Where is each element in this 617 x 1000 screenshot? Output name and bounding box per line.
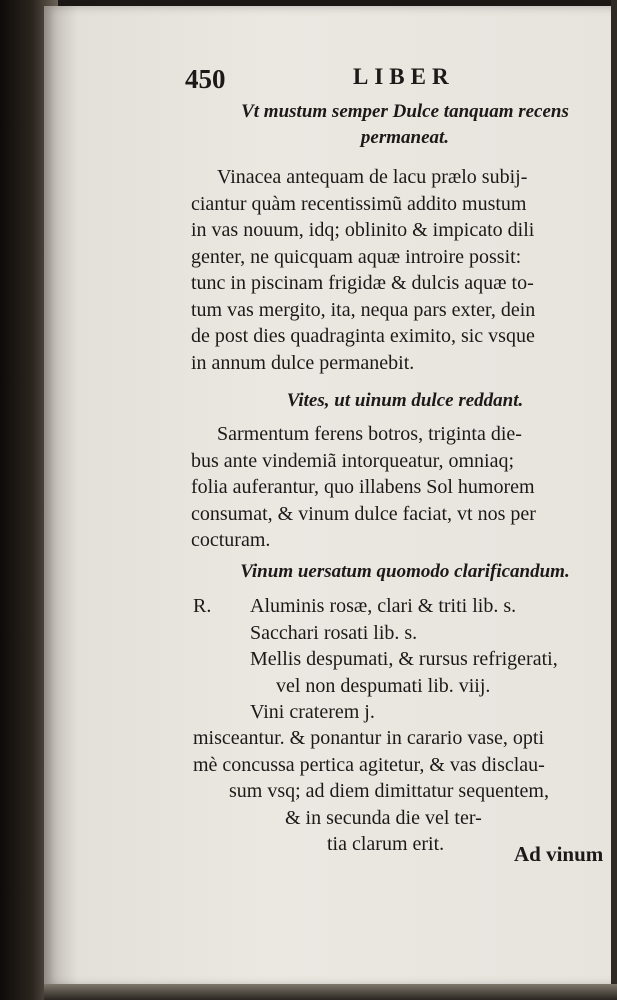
text-line: de post dies quadraginta eximito, sic vsque [191,325,535,347]
heading-line: Vinum uersatum quomodo clarificandum. [240,561,570,582]
text-line: sum vsq; ad diem dimittatur sequentem, [229,780,549,802]
section-body [191,421,611,554]
text-line: tum vas mergito, ita, nequa pars exter, dein [191,298,536,321]
text-line: misceantur. & ponantur in carario vase, opti [193,727,545,749]
running-title: LIBER [353,64,455,89]
section-heading [200,388,610,414]
text-line: ciantur quàm recentissimũ addito mustum [191,192,527,215]
text-line: consumat, & vinum dulce faciat, vt nos per [191,502,536,525]
text-line: Vinacea antequam de lacu prælo subij- [217,166,528,188]
ingredient-line: vel non despumati lib. viij. [276,674,491,697]
text-line: tunc in piscinam frigidæ & dulcis aquæ to- [191,272,534,294]
ingredient-line: Sacchari rosati lib. s. [250,621,418,644]
heading-line: permaneat. [360,127,450,148]
text-line: folia auferantur, quo illabens Sol humorem [191,476,535,498]
page-bottom-edge [44,984,617,1000]
ingredient-line: Aluminis rosæ, clari & triti lib. s. [250,595,517,617]
text-line: & in secunda die vel ter- [285,806,482,829]
page-right-edge [611,0,617,1000]
ingredient-line: Vini craterem j. [250,701,375,723]
heading-line: Vites, ut uinum dulce reddant. [286,390,524,411]
recipe-ingredients [250,593,558,726]
section-body [191,164,611,376]
section-heading [200,99,610,151]
text-line: in vas nouum, idq; oblinito & impicato dili [191,219,535,241]
page-number: 450 [185,64,226,94]
text-line: genter, ne quicquam aquæ introire possit: [191,245,522,268]
ingredient-line: Mellis despumati, & rursus refrigerati, [250,648,558,670]
heading-line: Vt mustum semper Dulce tanquam recens [241,101,569,122]
running-head [185,64,605,98]
text-line: bus ante vindemiã intorqueatur, omniaq; [191,449,515,472]
recipe-mark: R. [193,595,212,617]
text-line: cocturam. [191,529,271,551]
text-line: in annum dulce permanebit. [191,351,415,374]
text-line: Sarmentum ferens botros, triginta die- [217,423,522,445]
text-line: mè concussa pertica agitetur, & vas disclau- [193,753,545,776]
text-line: tia clarum erit. [327,833,445,855]
section-closing [193,725,549,858]
catchword: Ad vinum [514,842,604,866]
section-heading [200,559,610,585]
